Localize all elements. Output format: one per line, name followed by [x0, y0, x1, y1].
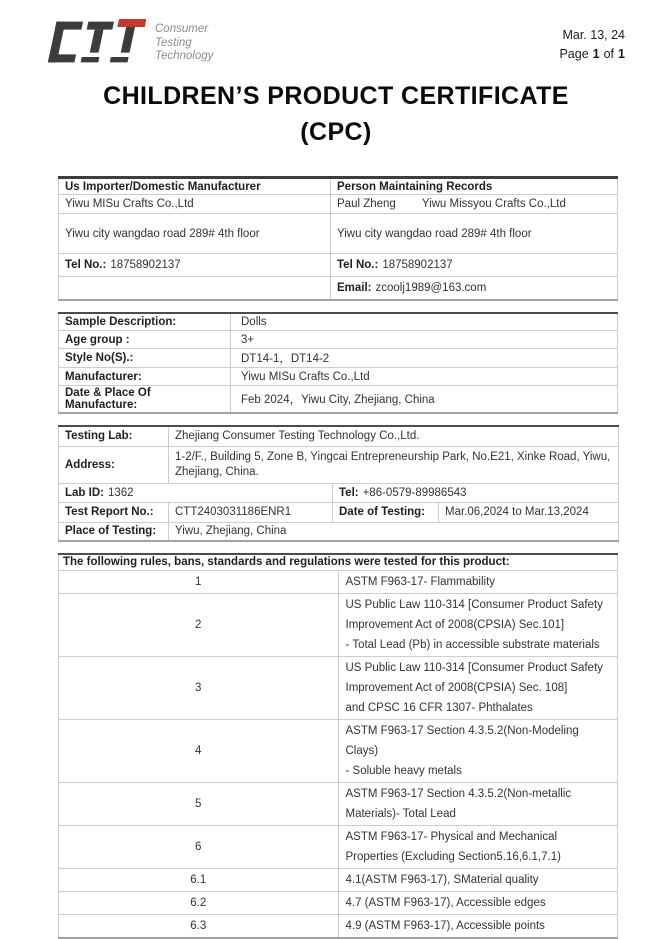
age-group-label: Age group : [59, 331, 231, 349]
rule-line: 4.7 (ASTM F963-17), Accessible edges [345, 896, 546, 909]
certificate-title [0, 78, 672, 150]
page-total: 1 [618, 47, 625, 61]
rule-description [338, 782, 618, 825]
table-row [59, 214, 618, 254]
importer-tel-value: 18758902137 [110, 259, 181, 271]
rule-description [338, 868, 618, 891]
report-no-label: Test Report No.: [59, 502, 169, 522]
rule-line: and CPSC 16 CFR 1307- Phthalates [345, 701, 533, 714]
rules-standards-table [58, 553, 618, 939]
company-logo [46, 19, 213, 65]
rule-line: 4.1(ASTM F963-17), SMaterial quality [345, 873, 539, 886]
title-line-1: CHILDREN’S PRODUCT CERTIFICATE [103, 82, 569, 110]
table-row [59, 891, 618, 914]
rule-line: - Soluble heavy metals [345, 764, 462, 777]
style-no-label: Style No(S).: [59, 349, 231, 368]
table-row [59, 825, 618, 868]
records-tel-value: 18758902137 [382, 259, 453, 271]
rule-line: ASTM F963-17 Section 4.3.5.2(Non-metallic Materials)- Total Lead [345, 787, 572, 820]
document-header [0, 0, 672, 65]
testing-lab-label: Testing Lab: [59, 426, 169, 446]
logo-tagline [155, 19, 213, 64]
rule-line: ASTM F963-17 Section 4.3.5.2(Non-Modeling Clays) [345, 724, 579, 757]
rule-number: 3 [59, 656, 339, 719]
sample-value: Dolls [231, 313, 618, 331]
table-row [59, 656, 618, 719]
table-row [59, 313, 618, 331]
lab-tel-label: Tel: [339, 486, 359, 499]
importer-header: Us Importer/Domestic Manufacturer [59, 178, 331, 195]
empty-cell [59, 277, 331, 300]
lab-id-label: Lab ID: [65, 486, 104, 499]
page-indicator [559, 45, 625, 64]
age-group-value: 3+ [231, 331, 618, 349]
manufacturer-value: Yiwu MISu Crafts Co.,Ltd [231, 368, 618, 386]
records-address: Yiwu city wangdao road 289# 4th floor [331, 214, 618, 254]
sample-label: Sample Description: [59, 313, 231, 331]
table-row [59, 446, 619, 483]
records-email-value: zcoolj1989@163.com [375, 281, 487, 294]
title-line-2: (CPC) [300, 118, 372, 146]
table-row [59, 719, 618, 782]
table-row [59, 277, 618, 300]
rule-number: 6.2 [59, 891, 339, 914]
table-row [59, 386, 618, 414]
rule-line: - Total Lead (Pb) in accessible substrate materials [345, 638, 600, 651]
rule-description [338, 719, 618, 782]
page-number: 1 [592, 47, 600, 61]
table-row [59, 522, 619, 541]
rule-description [338, 825, 618, 868]
records-company: Yiwu Missyou Crafts Co.,Ltd [421, 198, 566, 210]
records-person: Paul Zheng [337, 198, 396, 210]
rule-description [338, 570, 618, 593]
date-of-testing-label: Date of Testing: [333, 502, 439, 522]
table-row [59, 178, 618, 195]
tagline-line-3: Technology [155, 50, 214, 62]
manufacturer-label: Manufacturer: [59, 368, 231, 386]
place-of-testing-label: Place of Testing: [59, 522, 169, 541]
records-email-label: Email: [337, 281, 372, 294]
rules-table-header: The following rules, bans, standards and regulations were tested for this product: [59, 554, 618, 570]
page-of-label: of [603, 47, 615, 61]
lab-id-value: 1362 [107, 486, 134, 499]
rule-number: 6 [59, 825, 339, 868]
importer-address: Yiwu city wangdao road 289# 4th floor [59, 214, 331, 254]
records-header: Person Maintaining Records [331, 178, 618, 195]
table-row [59, 349, 618, 368]
certificate-body [58, 176, 618, 939]
rule-line: ASTM F963-17- Flammability [345, 575, 496, 588]
rule-number: 6.3 [59, 914, 339, 938]
rule-number: 1 [59, 570, 339, 593]
rule-number: 5 [59, 782, 339, 825]
table-row [59, 782, 618, 825]
rule-line: US Public Law 110-314 [Consumer Product Safety Improvement Act of 2008(CPSIA) Sec. 108] [345, 661, 603, 694]
report-no-value: CTT2403031186ENR1 [169, 502, 333, 522]
importer-records-table [58, 176, 618, 301]
table-row [59, 426, 619, 446]
tagline-line-2: Testing [155, 36, 192, 49]
records-person-cell [331, 195, 618, 214]
importer-tel-cell [59, 254, 331, 277]
rule-description [338, 891, 618, 914]
lab-address-value: 1-2/F., Building 5, Zone B, Yingcai Entrepreneurship Park, No.E21, Xinke Road, Yiwu, Zhejiang, China. [169, 446, 619, 483]
lab-tel-cell [333, 483, 619, 502]
place-of-testing-value: Yiwu, Zhejiang, China [169, 522, 619, 541]
testing-lab-table [58, 425, 619, 542]
rule-line: ASTM F963-17- Physical and Mechanical Properties (Excluding Section5.16,6.1,7.1) [345, 830, 561, 863]
table-row [59, 483, 619, 502]
sample-description-table [58, 312, 618, 415]
importer-company: Yiwu MISu Crafts Co.,Ltd [59, 195, 331, 214]
table-row [59, 593, 618, 656]
lab-id-cell [59, 483, 333, 502]
rule-description [338, 593, 618, 656]
table-row [59, 502, 619, 522]
tagline-line-1: Consumer [155, 23, 209, 35]
records-email-cell [331, 277, 618, 300]
date-of-testing-value: Mar.06,2024 to Mar.13,2024 [439, 502, 619, 522]
style-no-value: DT14-1，DT14-2 [231, 349, 618, 368]
rule-number: 2 [59, 593, 339, 656]
rule-line: US Public Law 110-314 [Consumer Product Safety Improvement Act of 2008(CPSIA) Sec.101] [345, 598, 603, 631]
table-row [59, 331, 618, 349]
table-row [59, 570, 618, 593]
document-date: Mar. 13, 24 [562, 28, 625, 42]
table-row [59, 195, 618, 214]
rule-line: 4.9 (ASTM F963-17), Accessible points [345, 919, 545, 932]
date-place-label: Date & Place Of Manufacture: [59, 386, 231, 414]
records-tel-label: Tel No.: [337, 259, 379, 271]
header-meta [559, 19, 625, 64]
rule-description [338, 656, 618, 719]
ctt-logo-icon [46, 19, 146, 65]
lab-address-label: Address: [59, 446, 169, 483]
table-row [59, 914, 618, 938]
testing-lab-value: Zhejiang Consumer Testing Technology Co.,Ltd. [169, 426, 619, 446]
table-row [59, 554, 618, 570]
lab-tel-value: +86-0579-89986543 [362, 486, 467, 499]
table-row [59, 368, 618, 386]
date-place-value: Feb 2024，Yiwu City, Zhejiang, China [231, 386, 618, 414]
importer-tel-label: Tel No.: [65, 259, 107, 271]
rule-number: 6.1 [59, 868, 339, 891]
table-row [59, 868, 618, 891]
records-tel-cell [331, 254, 618, 277]
rule-number: 4 [59, 719, 339, 782]
page-label: Page [559, 47, 589, 61]
table-row [59, 254, 618, 277]
rule-description [338, 914, 618, 938]
